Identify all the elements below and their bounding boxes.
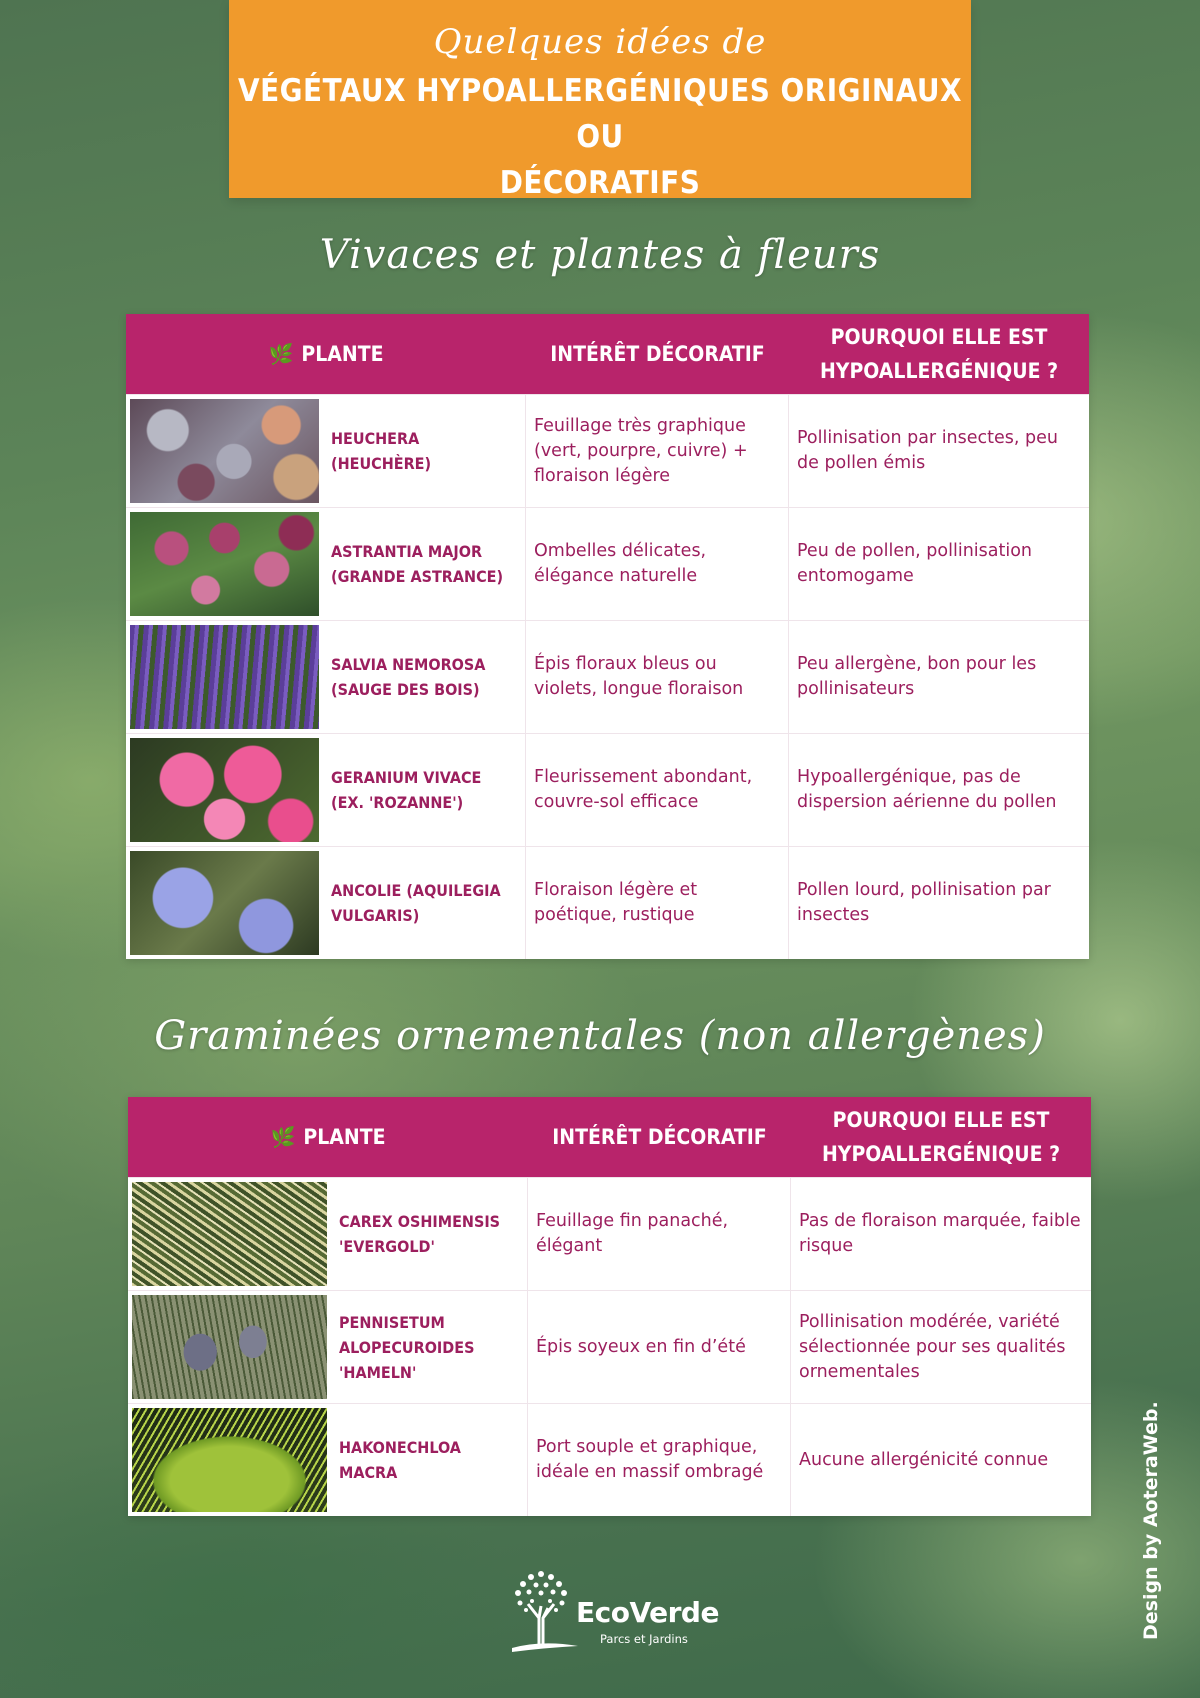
heuchera-photo <box>128 397 321 505</box>
plant-name: HEUCHERA (HEUCHÈRE) <box>323 395 526 507</box>
design-credit: Design by AoteraWeb. <box>1140 1401 1162 1640</box>
table-vivaces <box>126 314 1089 959</box>
plant-why: Aucune allergénicité connue <box>799 1449 1049 1470</box>
plant-why: Pollen lourd, pollinisation par insectes <box>797 880 1051 925</box>
header-decor: INTÉRÊT DÉCORATIF <box>550 342 765 366</box>
geranium-photo <box>128 736 321 844</box>
salvia-photo <box>128 623 321 731</box>
plant-decor: Fleurissement abondant, couvre-sol efficace <box>526 734 789 846</box>
logo-tagline: Parcs et Jardins <box>600 1632 688 1646</box>
astrantia-photo <box>128 510 321 618</box>
leaf-icon: 🌿 <box>270 1125 296 1149</box>
header-plant: 🌿 PLANTE <box>126 314 526 394</box>
table-row <box>126 620 1089 733</box>
plant-name: CAREX OSHIMENSIS 'EVERGOLD' <box>331 1178 528 1290</box>
plant-decor: Épis floraux bleus ou violets, longue floraison <box>526 621 789 733</box>
plant-name: SALVIA NEMOROSA (SAUGE DES BOIS) <box>323 621 526 733</box>
tree-icon <box>502 1560 580 1660</box>
ancolie-photo <box>128 849 321 957</box>
section-title-graminees: Graminées ornementales (non allergènes) <box>154 1013 1046 1059</box>
plant-photo-cell <box>128 1404 331 1516</box>
plant-decor: Épis soyeux en fin d’été <box>528 1291 791 1403</box>
plant-name: ANCOLIE (AQUILEGIA VULGARIS) <box>323 847 526 959</box>
plant-why: Pas de floraison marquée, faible risque <box>799 1211 1081 1256</box>
header-why: POURQUOI ELLE EST HYPOALLERGÉNIQUE ? <box>819 325 1059 383</box>
ecoverde-logo <box>502 1560 722 1670</box>
plant-name: GERANIUM VIVACE (EX. 'ROZANNE') <box>323 734 526 846</box>
table-row <box>126 394 1089 507</box>
plant-photo-cell <box>126 621 323 733</box>
plant-decor: Port souple et graphique, idéale en massif ombragé <box>528 1404 791 1516</box>
banner-script-line: Quelques idées de <box>433 22 767 62</box>
banner-title-line1: VÉGÉTAUX HYPOALLERGÉNIQUES ORIGINAUX OU <box>238 73 962 155</box>
table-header <box>126 314 1089 394</box>
table-graminees <box>128 1097 1091 1516</box>
plant-why: Peu de pollen, pollinisation entomogame <box>797 541 1033 586</box>
title-banner <box>229 0 971 201</box>
header-decor: INTÉRÊT DÉCORATIF <box>552 1125 767 1149</box>
table-row <box>126 733 1089 846</box>
plant-photo-cell <box>126 847 323 959</box>
plant-photo-cell <box>126 395 323 507</box>
logo-name: EcoVerde <box>576 1596 719 1629</box>
banner-title-line2: DÉCORATIFS <box>499 165 701 201</box>
plant-why: Peu allergène, bon pour les pollinisateurs <box>797 654 1037 699</box>
table-row <box>126 846 1089 959</box>
plant-decor: Floraison légère et poétique, rustique <box>526 847 789 959</box>
plant-photo-cell <box>126 508 323 620</box>
carex-photo <box>130 1180 329 1288</box>
plant-decor: Ombelles délicates, élégance naturelle <box>526 508 789 620</box>
header-why: POURQUOI ELLE EST HYPOALLERGÉNIQUE ? <box>821 1108 1061 1166</box>
plant-name: HAKONECHLOA MACRA <box>331 1404 528 1516</box>
plant-photo-cell <box>128 1178 331 1290</box>
plant-why: Pollinisation par insectes, peu de pollen émis <box>797 428 1058 473</box>
header-plant: 🌿 PLANTE <box>128 1097 528 1177</box>
table-row <box>126 507 1089 620</box>
plant-why: Pollinisation modérée, variété sélectionnée pour ses qualités ornementales <box>799 1311 1066 1382</box>
pennisetum-photo <box>130 1293 329 1401</box>
table-header <box>128 1097 1091 1177</box>
table-row <box>128 1290 1091 1403</box>
plant-name: ASTRANTIA MAJOR (GRANDE ASTRANCE) <box>323 508 526 620</box>
plant-decor: Feuillage fin panaché, élégant <box>528 1178 791 1290</box>
plant-decor: Feuillage très graphique (vert, pourpre, cuivre) + floraison légère <box>526 395 789 507</box>
plant-photo-cell <box>126 734 323 846</box>
section-title-vivaces: Vivaces et plantes à fleurs <box>319 232 881 278</box>
hakonechloa-photo <box>130 1406 329 1514</box>
plant-photo-cell <box>128 1291 331 1403</box>
plant-why: Hypoallergénique, pas de dispersion aérienne du pollen <box>797 767 1057 812</box>
plant-name: PENNISETUM ALOPECUROIDES 'HAMELN' <box>331 1291 528 1403</box>
table-row <box>128 1403 1091 1516</box>
leaf-icon: 🌿 <box>268 342 294 366</box>
table-row <box>128 1177 1091 1290</box>
